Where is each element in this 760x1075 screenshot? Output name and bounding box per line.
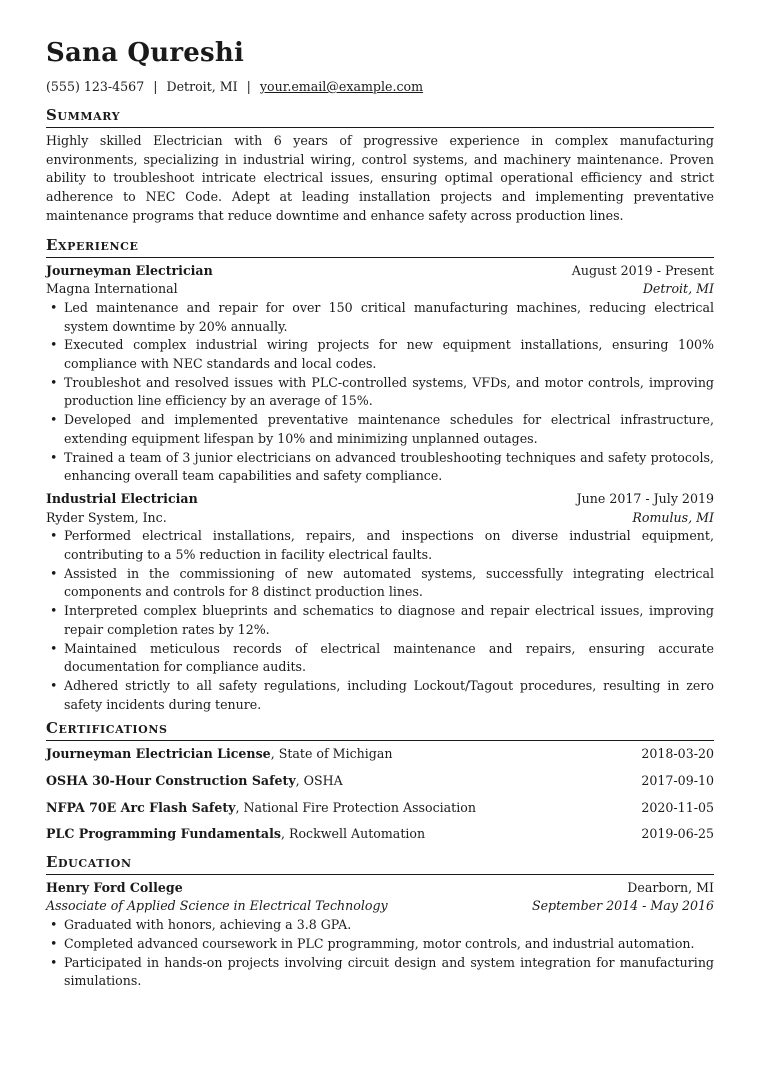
certification-date: 2020-11-05 (641, 799, 714, 815)
certification-date: 2018-03-20 (641, 746, 714, 762)
job-subheader (46, 280, 714, 299)
education-section (46, 852, 714, 991)
job-entry (46, 262, 714, 486)
list-item: • Developed and implemented preventative maintenance schedules for electrical infrastructure, extending equipment lifespan by 10% and minimizing unplanned outages. (64, 411, 714, 448)
list-item: • Performed electrical installations, repairs, and inspections on diverse industrial equipment, contributing to a 5% reduction in facility electrical faults. (64, 527, 714, 564)
certifications-section (46, 718, 714, 843)
certification-issuer: , State of Michigan (270, 746, 393, 762)
list-item: • Graduated with honors, achieving a 3.8 GPA. (64, 916, 714, 935)
certification-name: OSHA 30-Hour Construction Safety (46, 772, 296, 788)
separator: | (246, 79, 251, 94)
job-role: Journeyman Electrician (46, 262, 213, 278)
education-bullets (46, 916, 714, 991)
certification-row (46, 745, 714, 764)
certification-row (46, 799, 714, 818)
job-header (46, 262, 714, 281)
phone: (555) 123-4567 (46, 79, 145, 94)
list-item: • Interpreted complex blueprints and schematics to diagnose and repair electrical issues, improving repair completion rates by 12%. (64, 602, 714, 639)
summary-text: Highly skilled Electrician with 6 years of progressive experience in complex manufacturing environments, specializing in industrial wiring, control systems, and machinery maintenance. Proven ability to troubleshoot intricate electrical issues, ensuring optimal operational efficiency and strict adherence to NEC Code. Adept at leading installation projects and implementing preventative maintenance programs that reduce downtime and enhance safety across production lines. (46, 133, 714, 223)
education-subheader (46, 897, 714, 916)
school-name: Henry Ford College (46, 879, 183, 895)
job-company: Magna International (46, 281, 178, 297)
education-dates: September 2014 - May 2016 (531, 898, 714, 914)
job-role: Industrial Electrician (46, 490, 198, 506)
degree: Associate of Applied Science in Electrical Technology (46, 898, 388, 914)
experience-section (46, 235, 714, 715)
list-item: • Completed advanced coursework in PLC programming, motor controls, and industrial automation. (64, 935, 714, 954)
education-header (46, 879, 714, 898)
location: Detroit, MI (166, 79, 238, 94)
school-location: Dearborn, MI (627, 879, 714, 895)
job-company: Ryder System, Inc. (46, 509, 167, 525)
section-title-education: Education (46, 852, 714, 875)
job-subheader (46, 509, 714, 528)
certification-name: Journeyman Electrician License (46, 746, 271, 762)
job-bullets (46, 299, 714, 486)
certification-issuer: , Rockwell Automation (280, 826, 426, 842)
certification-issuer: , OSHA (295, 772, 343, 788)
job-header (46, 490, 714, 509)
job-dates: June 2017 - July 2019 (576, 490, 714, 506)
section-title-certifications: Certifications (46, 718, 714, 741)
certification-name: NFPA 70E Arc Flash Safety (46, 799, 236, 815)
list-item: • Maintained meticulous records of electrical maintenance and repairs, ensuring accurate documentation for compliance audits. (64, 640, 714, 677)
separator: | (153, 79, 158, 94)
job-dates: August 2019 - Present (571, 262, 714, 278)
job-location: Detroit, MI (642, 281, 714, 297)
candidate-name: Sana Qureshi (46, 38, 245, 68)
email-link[interactable]: your.email@example.com (259, 79, 424, 94)
list-item: • Assisted in the commissioning of new automated systems, successfully integrating electrical components and controls for 8 distinct production lines. (64, 565, 714, 602)
certification-date: 2017-09-10 (641, 772, 714, 788)
list-item: • Troubleshot and resolved issues with PLC-controlled systems, VFDs, and motor controls, improving production line efficiency by an average of 15%. (64, 374, 714, 411)
certification-row (46, 772, 714, 791)
list-item: • Led maintenance and repair for over 150 critical manufacturing machines, reducing electrical system downtime by 20% annually. (64, 299, 714, 336)
list-item: • Executed complex industrial wiring projects for new equipment installations, ensuring 100% compliance with NEC standards and local codes. (64, 336, 714, 373)
section-title-experience: Experience (46, 235, 714, 258)
certification-date: 2019-06-25 (641, 826, 714, 842)
job-bullets (46, 527, 714, 714)
job-location: Romulus, MI (632, 509, 714, 525)
contact-line (46, 78, 714, 96)
certification-name: PLC Programming Fundamentals (46, 826, 281, 842)
certification-issuer: , National Fire Protection Association (235, 799, 476, 815)
list-item: • Adhered strictly to all safety regulations, including Lockout/Tagout procedures, resulting in zero safety incidents during tenure. (64, 677, 714, 714)
job-entry (46, 490, 714, 714)
certification-row (46, 825, 714, 844)
list-item: • Participated in hands-on projects involving circuit design and system integration for manufacturing simulations. (64, 954, 714, 991)
list-item: • Trained a team of 3 junior electricians on advanced troubleshooting techniques and safety protocols, enhancing overall team capabilities and safety compliance. (64, 449, 714, 486)
section-title-summary: Summary (46, 105, 714, 128)
